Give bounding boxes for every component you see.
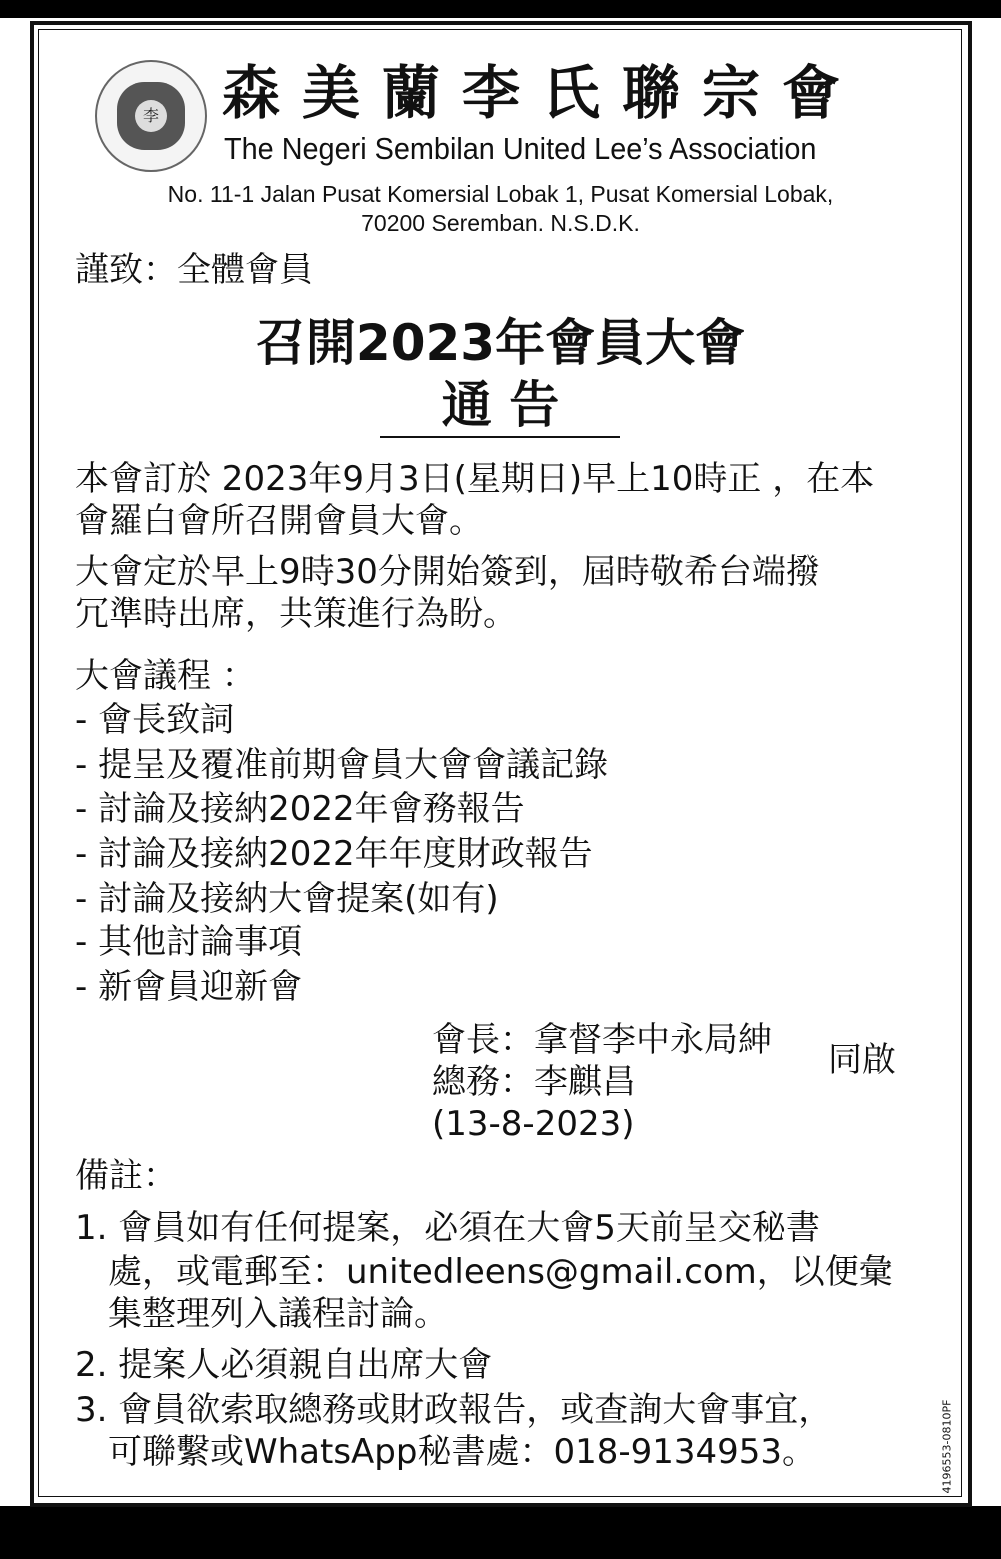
agenda-item: - 討論及接納2022年會務報告: [75, 789, 525, 829]
signature-secretary: 總務：李麒昌: [432, 1062, 636, 1102]
remarks-heading: 備註：: [75, 1156, 177, 1196]
address-line-2: 70200 Seremban. N.S.D.K.: [361, 210, 640, 236]
bottom-bar: [0, 1506, 1001, 1559]
signature-president: 會長：拿督李中永局紳: [432, 1020, 772, 1060]
signature-date: (13-8-2023): [432, 1104, 635, 1144]
agenda-item: - 討論及接納2022年年度財政報告: [75, 834, 593, 874]
body-line: 冗準時出席，共策進行為盼。: [75, 594, 517, 634]
agenda-item: - 新會員迎新會: [75, 967, 303, 1007]
top-bar: [0, 0, 1001, 18]
agenda-heading: 大會議程 ：: [75, 656, 256, 696]
remark-line: 集整理列入議程討論。: [108, 1294, 448, 1334]
title-underline: [380, 436, 620, 438]
agenda-item: - 提呈及覆准前期會員大會會議記錄: [75, 745, 609, 785]
notice-title: 召開2023年會員大會: [255, 314, 746, 372]
salutation: 謹致：全體會員: [75, 250, 313, 290]
body-line: 會羅白會所召開會員大會。: [75, 501, 483, 541]
notice-subtitle: 通 告: [441, 376, 560, 434]
agenda-item: - 討論及接納大會提案(如有): [75, 879, 499, 919]
address-line-1: No. 11-1 Jalan Pusat Komersial Lobak 1, Pusat Komersial Lobak,: [167, 181, 834, 207]
body-line: 大會定於早上9時30分開始簽到，屆時敬希台端撥: [75, 552, 820, 592]
association-name-en: The Negeri Sembilan United Lee’s Association: [224, 131, 817, 166]
remark-line: 3. 會員欲索取總務或財政報告，或查詢大會事宜，: [75, 1390, 833, 1430]
ad-code: 4196553-0810PF: [940, 1399, 954, 1494]
signature-closing: 同啟: [828, 1040, 896, 1080]
remark-line: 可聯繫或WhatsApp秘書處：018-9134953。: [108, 1432, 817, 1472]
agenda-item: - 其他討論事項: [75, 922, 303, 962]
remark-line: 2. 提案人必須親自出席大會: [75, 1345, 493, 1385]
body-line: 本會訂於 2023年9月3日(星期日)早上10時正 ，在本: [75, 459, 875, 499]
association-logo: 李: [95, 60, 207, 172]
remark-line: 1. 會員如有任何提案，必須在大會5天前呈交秘書: [75, 1208, 820, 1248]
agenda-item: - 會長致詞: [75, 700, 235, 740]
remark-line: 處，或電郵至：unitedleens@gmail.com，以便彙: [108, 1252, 893, 1292]
association-name-zh: 森美蘭李氏聯宗會: [222, 59, 863, 127]
